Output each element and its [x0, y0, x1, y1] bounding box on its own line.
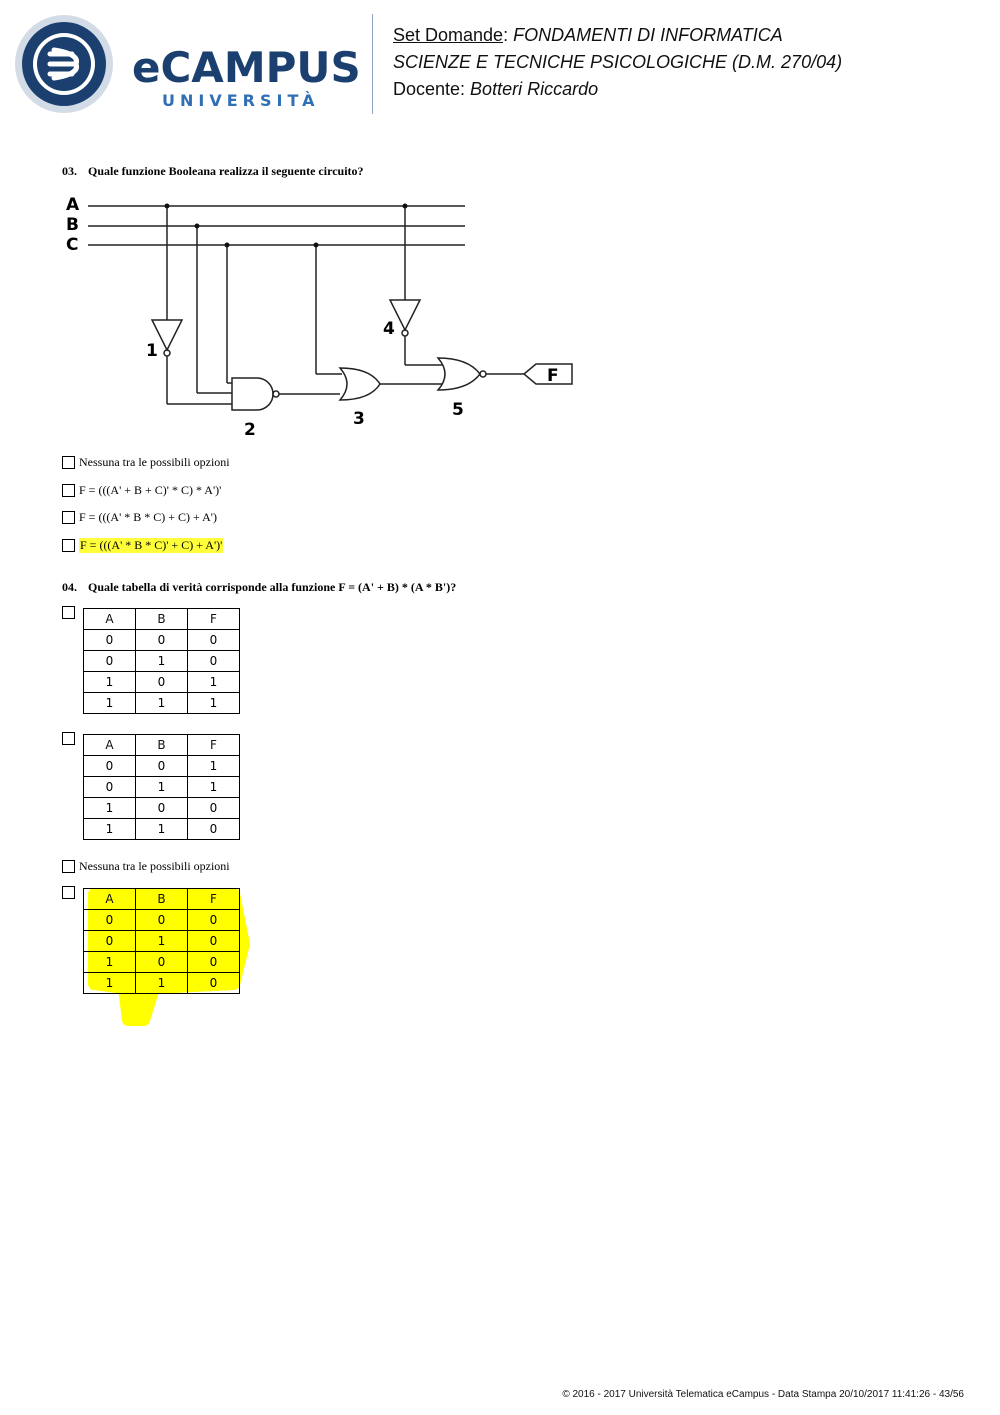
- header-cell: A: [84, 609, 136, 630]
- table-cell: 1: [136, 931, 188, 952]
- header-cell: B: [136, 889, 188, 910]
- q04-option-3[interactable]: [62, 858, 230, 874]
- table-header-row: [84, 609, 240, 630]
- q03-option-3[interactable]: [62, 509, 217, 525]
- teacher-label: Docente:: [393, 79, 471, 99]
- table-cell: 0: [136, 910, 188, 931]
- junction-c1: [225, 243, 230, 248]
- ecampus-logo: [14, 14, 364, 114]
- checkbox[interactable]: [62, 484, 75, 497]
- truth-table-2: [83, 734, 240, 840]
- question-text: Quale funzione Booleana realizza il seguente circuito?: [88, 164, 364, 178]
- junction-b1: [195, 224, 200, 229]
- q03-option-1[interactable]: [62, 454, 230, 470]
- table-cell: 0: [188, 931, 240, 952]
- checkbox[interactable]: [62, 860, 75, 873]
- table-row: [84, 756, 240, 777]
- table-row: [84, 798, 240, 819]
- label-gate-2: 2: [244, 420, 256, 440]
- table-cell: 0: [136, 672, 188, 693]
- table-cell: 1: [136, 777, 188, 798]
- table-cell: 0: [84, 910, 136, 931]
- document-header: [393, 22, 842, 103]
- table-cell: 1: [136, 693, 188, 714]
- table-cell: 1: [84, 819, 136, 840]
- degree-title: SCIENZE E TECNICHE PSICOLOGICHE (D.M. 270/04): [393, 52, 843, 72]
- label-gate-3: 3: [353, 409, 365, 429]
- logo-mark: [50, 50, 77, 78]
- table-row: [84, 672, 240, 693]
- nand-gate-2: [232, 378, 273, 410]
- question-number: 04.: [62, 580, 77, 594]
- checkbox[interactable]: [62, 456, 75, 469]
- table-cell: 1: [84, 693, 136, 714]
- option-text-highlighted: F = (((A' * B * C)' + C) + A')': [80, 537, 223, 552]
- question-04: [62, 580, 456, 595]
- table-cell: 1: [188, 777, 240, 798]
- table-cell: 0: [84, 651, 136, 672]
- junction-a1: [165, 204, 170, 209]
- header-divider: [372, 14, 373, 114]
- q04-option-2-checkbox[interactable]: [62, 732, 75, 745]
- table-row: [84, 819, 240, 840]
- header-cell: A: [84, 889, 136, 910]
- q03-option-4[interactable]: [62, 537, 223, 553]
- table-cell: 1: [84, 973, 136, 994]
- course-title: FONDAMENTI DI INFORMATICA: [513, 25, 783, 45]
- label-gate-1: 1: [146, 341, 158, 361]
- question-03: [62, 164, 364, 179]
- label-c: C: [66, 235, 79, 255]
- table-cell: 1: [84, 672, 136, 693]
- table-cell: 0: [188, 910, 240, 931]
- logo-brand: eCAMPUS: [132, 43, 361, 92]
- checkbox[interactable]: [62, 511, 75, 524]
- table-cell: 1: [136, 973, 188, 994]
- table-cell: 1: [136, 819, 188, 840]
- table-cell: 0: [136, 630, 188, 651]
- label-b: B: [66, 215, 79, 235]
- header-cell: F: [188, 735, 240, 756]
- option-text: Nessuna tra le possibili opzioni: [79, 858, 230, 873]
- table-cell: 1: [136, 651, 188, 672]
- teacher-name: Botteri Riccardo: [470, 79, 599, 99]
- table-row: [84, 693, 240, 714]
- table-row: [84, 952, 240, 973]
- header-colon: :: [503, 25, 514, 45]
- option-text: Nessuna tra le possibili opzioni: [79, 454, 230, 469]
- table-cell: 0: [188, 798, 240, 819]
- q04-option-4-checkbox[interactable]: [62, 886, 75, 899]
- junction-a2: [403, 204, 408, 209]
- table-row: [84, 931, 240, 952]
- set-label: Set Domande: [393, 25, 504, 45]
- label-gate-4: 4: [383, 319, 395, 339]
- label-output-f: F: [547, 366, 559, 386]
- nor-gate-5: [438, 358, 480, 390]
- or-gate-3: [340, 368, 380, 400]
- header-cell: B: [136, 735, 188, 756]
- table-header-row: [84, 735, 240, 756]
- junction-c2: [314, 243, 319, 248]
- page-footer: © 2016 - 2017 Università Telematica eCampus - Data Stampa 20/10/2017 11:41:26 - 43/56: [562, 1389, 964, 1400]
- logic-circuit-diagram: [62, 190, 582, 440]
- table-row: [84, 777, 240, 798]
- table-cell: 0: [136, 756, 188, 777]
- table-row: [84, 973, 240, 994]
- table-cell: 1: [84, 952, 136, 973]
- header-cell: F: [188, 889, 240, 910]
- table-cell: 1: [84, 798, 136, 819]
- table-cell: 0: [84, 931, 136, 952]
- table-row: [84, 910, 240, 931]
- table-cell: 0: [136, 798, 188, 819]
- table-cell: 0: [188, 973, 240, 994]
- table-cell: 1: [188, 693, 240, 714]
- checkbox[interactable]: [62, 539, 75, 552]
- table-cell: 0: [188, 630, 240, 651]
- table-cell: 0: [84, 777, 136, 798]
- table-cell: 0: [188, 819, 240, 840]
- header-cell: B: [136, 609, 188, 630]
- label-gate-5: 5: [452, 400, 464, 420]
- logo-sub: UNIVERSITÀ: [162, 91, 320, 110]
- q04-option-1-checkbox[interactable]: [62, 606, 75, 619]
- header-cell: F: [188, 609, 240, 630]
- table-cell: 0: [136, 952, 188, 973]
- truth-table-4: [83, 888, 240, 994]
- q03-option-2[interactable]: [62, 482, 221, 498]
- table-cell: 0: [188, 651, 240, 672]
- table-row: [84, 651, 240, 672]
- table-cell: 1: [188, 756, 240, 777]
- truth-table-1: [83, 608, 240, 714]
- question-text: Quale tabella di verità corrisponde alla funzione F = (A' + B) * (A * B')?: [88, 580, 457, 594]
- option-text: F = (((A' * B * C) + C) + A'): [79, 509, 217, 524]
- header-cell: A: [84, 735, 136, 756]
- table-row: [84, 630, 240, 651]
- table-cell: 0: [84, 630, 136, 651]
- table-header-row: [84, 889, 240, 910]
- table-cell: 0: [188, 952, 240, 973]
- label-a: A: [66, 195, 80, 215]
- table-cell: 1: [188, 672, 240, 693]
- option-text: F = (((A' + B + C)' * C) * A')': [79, 482, 222, 497]
- nand-gate-2-bubble: [273, 391, 279, 397]
- table-cell: 0: [84, 756, 136, 777]
- question-number: 03.: [62, 164, 77, 178]
